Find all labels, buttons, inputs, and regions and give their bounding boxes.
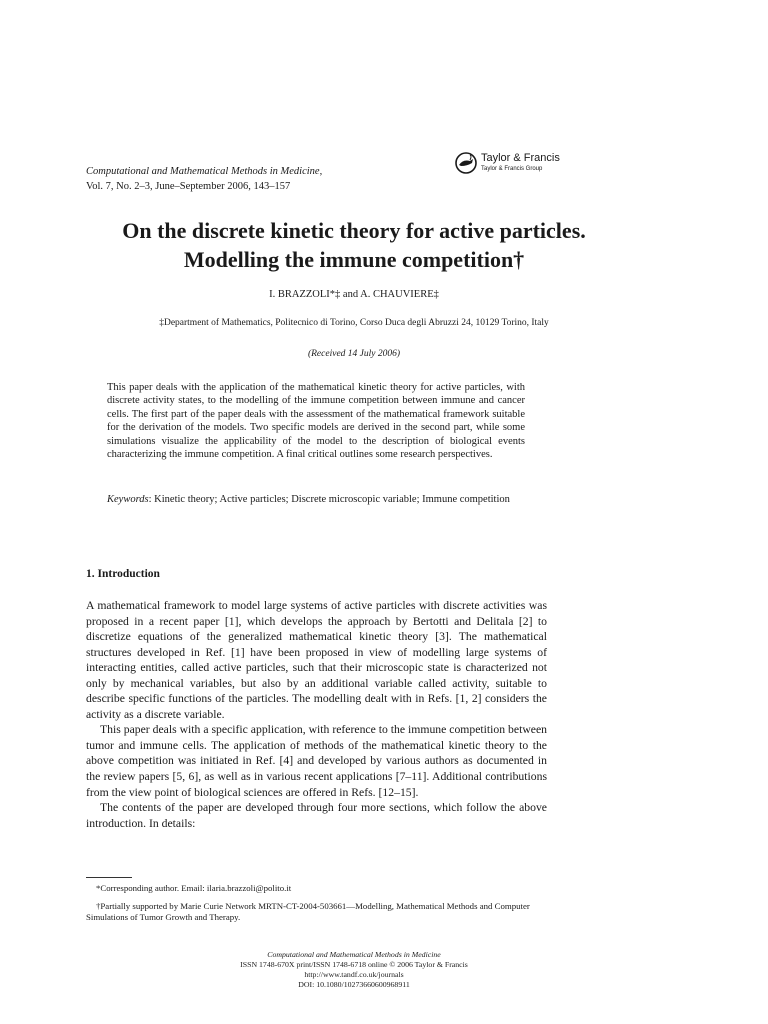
publisher-group: Taylor & Francis Group (481, 166, 543, 172)
introduction-body (86, 598, 547, 831)
publisher-name: Taylor & Francis (481, 152, 560, 164)
footnote-support: †Partially supported by Marie Curie Network MRTN-CT-2004-503661—Modelling, Mathematical Methods and Computer Simulations of Tumor Growth and Therapy. (86, 901, 530, 922)
footer-issn: ISSN 1748-670X print/ISSN 1748-6718 online © 2006 Taylor & Francis (240, 960, 468, 969)
authors: I. BRAZZOLI*‡ and A. CHAUVIERE‡ (269, 289, 439, 300)
page-footer (80, 950, 628, 990)
footnote-corresponding: *Corresponding author. Email: ilaria.brazzoli@polito.it (96, 883, 292, 893)
journal-reference (86, 164, 322, 194)
footer-url: http://www.tandf.co.uk/journals (304, 970, 404, 979)
footnote-divider (86, 877, 132, 878)
footer-doi: DOI: 10.1080/10273660600968911 (298, 980, 410, 989)
journal-name: Computational and Mathematical Methods in Medicine, (86, 166, 323, 177)
intro-paragraph: The contents of the paper are developed through four more sections, which follow the above introduction. In details: (86, 801, 547, 830)
intro-paragraph: A mathematical framework to model large systems of active particles with discrete activities was proposed in a recent paper [1], which develops the approach by Bertotti and Delitala [2] to discretize equations of the generalized mathematical kinetic theory [3]. The mathematical structures developed in Ref. [1] have been proposed in view of modelling large systems of interacting entities, called active particles, such that their microscopic state is characterized not only by mechanical variables, but also by an additional variable called activity, suitable to describe specific functions of the particles. The modelling dealt with in Refs. [1, 2] considers the activity as a discrete variable. (86, 599, 547, 721)
abstract: This paper deals with the application of the mathematical kinetic theory for active particles, with discrete activity states, to the modelling of the immune competition between immune and cancer cells. The first part of the paper deals with the assessment of the mathematical framework suitable for the derivation of the models. Two specific models are derived in the second part, while some simulations visualize the applicability of the model to the description of biological events characterizing the immune competition. A final critical outlines some research perspectives. (107, 382, 525, 461)
footer-journal: Computational and Mathematical Methods in Medicine (267, 950, 441, 959)
affiliation: ‡Department of Mathematics, Politecnico di Torino, Corso Duca degli Abruzzi 24, 10129 Torino, Italy (159, 318, 549, 328)
keywords (107, 493, 525, 506)
intro-paragraph: This paper deals with a specific application, with reference to the immune competition between tumor and immune cells. The application of methods of the mathematical kinetic theory to the above competition was initiated in Ref. [4] and developed by various authors as documented in the review papers [5, 6], as well as in various recent applications [7–11]. Additional contributions from the view point of biological sciences are offered in Refs. [12–15]. (86, 723, 547, 799)
paper-title: On the discrete kinetic theory for active particles. Modelling the immune competition† (122, 218, 586, 272)
publisher-logo (455, 150, 560, 182)
section-heading: 1. Introduction (86, 568, 160, 580)
lamp-logo-icon (455, 152, 477, 174)
received-date: (Received 14 July 2006) (307, 349, 401, 359)
volume-line: Vol. 7, No. 2–3, June–September 2006, 143–157 (86, 181, 291, 192)
keywords-label: Keywords (107, 494, 149, 505)
keywords-text: : Kinetic theory; Active particles; Discrete microscopic variable; Immune competition (148, 494, 510, 505)
